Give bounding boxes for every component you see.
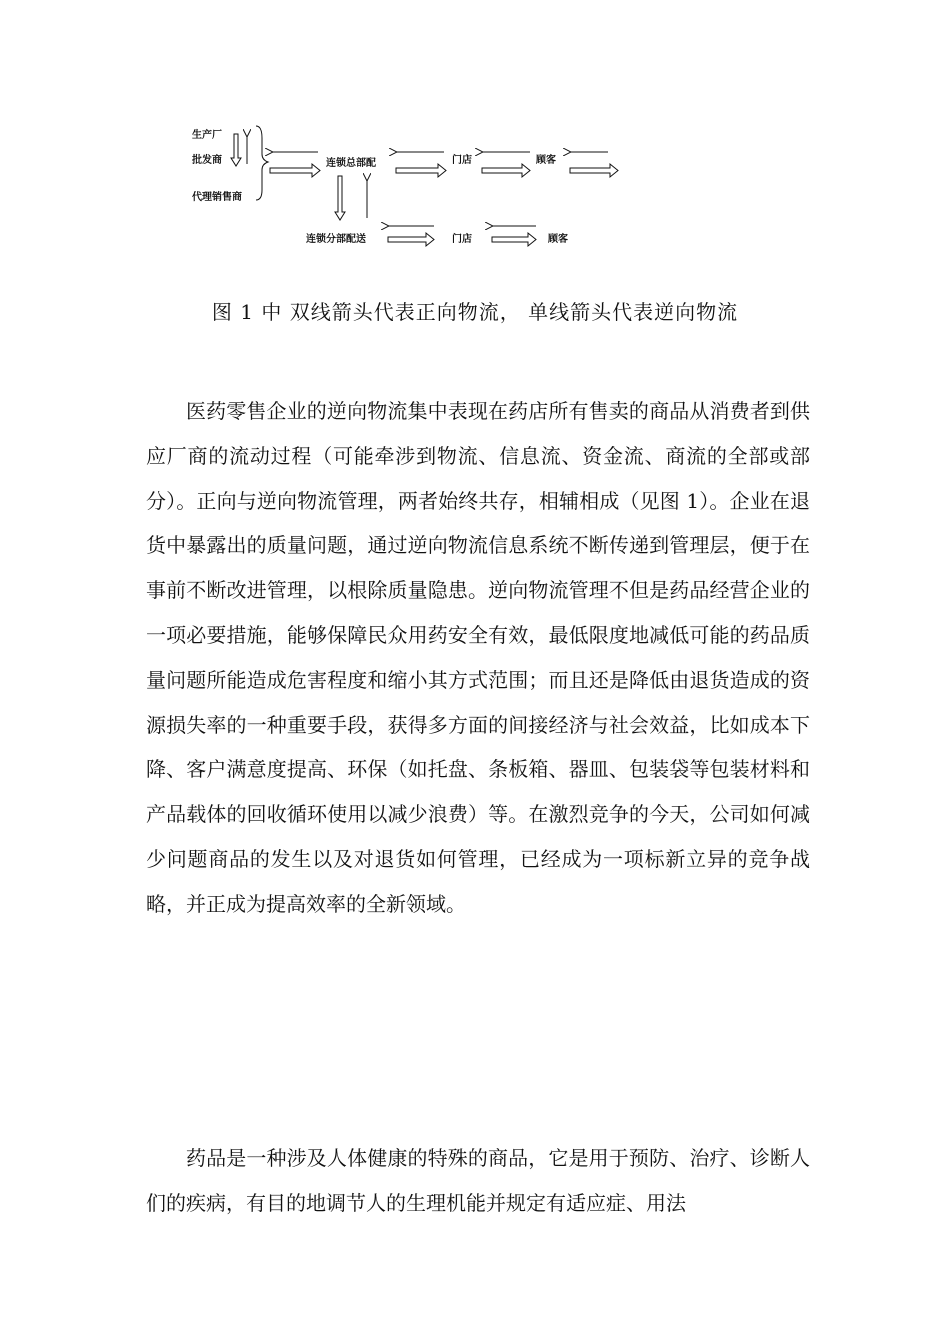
forward-arrow-customer-out [570, 164, 618, 177]
forward-arrow-store-customer [482, 164, 530, 177]
body-paragraph-1: 医药零售企业的逆向物流集中表现在药店所有售卖的商品从消费者到供应厂商的流动过程（可能牵涉到物流、信息流、资金流、商流的全部或部分）。正向与逆向物流管理，两者始终共存，相辅相成（见图 1）。企业在退货中暴露出的质量问题，通过逆向物流信息系统不断传递到管理层，便于在事前不断改进管理，以根除质量隐患。逆向物流管理不但是药品经营企业的一项必要措施，能够保障民众用药安全有效，最低限度地减低可能的药品质量问题所能造成危害程度和缩小其方式范围；而且还是降低由退货造成的资源损失率的一种重要手段，获得多方面的间接经济与社会效益，比如成本下降、客户满意度提高、环保（如托盘、条板箱、器皿、包装袋等包装材料和产品载体的回收循环使用以减少浪费）等。在激烈竞争的今天，公司如何减少问题商品的发生以及对退货如何管理，已经成为一项标新立异的竞争战略，并正成为提高效率的全新领域。 [146, 399, 810, 916]
flow-diagram-svg [180, 118, 640, 258]
forward-arrow-branch-store2 [388, 233, 434, 246]
forward-arrow-store2-customer2 [492, 233, 536, 246]
node-hq-distribution: 连锁总部配 [326, 158, 376, 169]
node-branch-distribution: 连锁分部配送 [306, 234, 366, 245]
forward-arrow-manufacturer-wholesaler [231, 134, 241, 166]
figure-caption: 图 1 中 双线箭头代表正向物流， 单线箭头代表逆向物流 [211, 300, 739, 324]
node-store-1: 门店 [452, 155, 472, 166]
forward-arrow-suppliers-hq [270, 164, 320, 177]
forward-arrow-hq-branch [335, 176, 345, 220]
node-customer-2: 顾客 [548, 234, 568, 245]
forward-arrow-hq-store [396, 164, 446, 177]
node-customer-1: 顾客 [536, 155, 556, 166]
node-wholesaler: 批发商 [192, 155, 222, 166]
node-agent: 代理销售商 [192, 192, 242, 203]
node-store-2: 门店 [452, 234, 472, 245]
supplier-brace [256, 126, 268, 200]
body-paragraph-2: 药品是一种涉及人体健康的特殊的商品，它是用于预防、治疗、诊断人们的疾病，有目的地调节人的生理机能并规定有适应症、用法 [146, 1146, 810, 1215]
logistics-flow-diagram [180, 118, 640, 258]
node-manufacturer: 生产厂 [192, 130, 222, 141]
